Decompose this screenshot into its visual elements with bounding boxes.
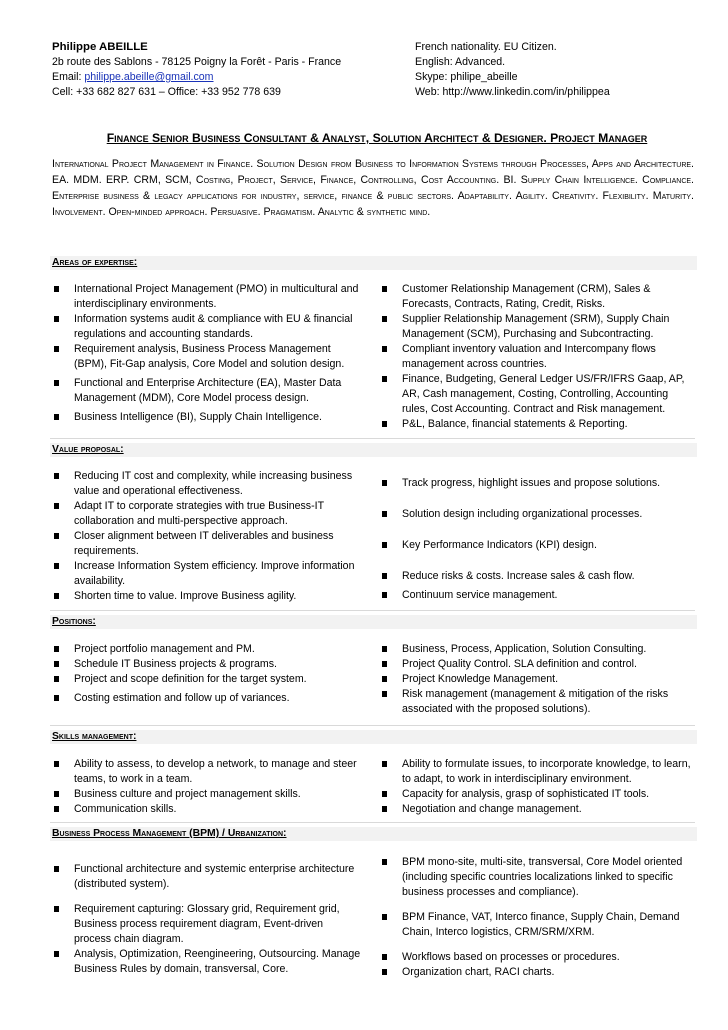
list-item: Solution design including organizational processes. — [380, 507, 695, 522]
bullet-icon — [54, 286, 59, 292]
list-item: Key Performance Indicators (KPI) design. — [380, 538, 695, 553]
contact-right — [415, 40, 705, 100]
email-link[interactable]: philippe.abeille@gmail.com — [84, 71, 214, 83]
contact-left — [52, 40, 397, 100]
expertise-left-list — [52, 282, 362, 425]
skills-left-list — [52, 757, 362, 817]
bullet-icon — [54, 695, 59, 701]
postal-address: 2b route des Sablons - 78125 Poigny la Forêt - Paris - France — [52, 56, 342, 68]
list-item: Project Knowledge Management. — [380, 672, 695, 687]
value-right-list — [380, 476, 695, 603]
list-item: Increase Information System efficiency. Improve information availability. — [52, 559, 362, 589]
section-heading-positions: Positions: — [50, 615, 697, 629]
email-label: Email: — [52, 71, 85, 83]
section-divider — [50, 822, 695, 823]
list-item: Business, Process, Application, Solution Consulting. — [380, 642, 695, 657]
list-item: Business Intelligence (BI), Supply Chain Intelligence. — [52, 410, 362, 425]
bullet-icon — [54, 761, 59, 767]
bullet-icon — [382, 676, 387, 682]
bullet-icon — [382, 376, 387, 382]
list-item: Customer Relationship Management (CRM), Sales & Forecasts, Contracts, Rating, Credit, Risks. — [380, 282, 695, 312]
bullet-icon — [382, 511, 387, 517]
profile-summary: International Project Management in Finance. Solution Design from Business to Information Systems through Processes, Apps and Architecture. EA. MDM. ERP. CRM, SCM, Costing, Project, Service, Finance, Controlling, Cost Accounting. BI. Supply Chain Intelligence. Compliance. Enterprise business & legacy applications for industry, service, finance & public sectors. Adaptability. Agility. Creativity. Flexibility. Maturity. Involvement. Open-minded approach. Persuasive. Pragmatism. Analytic & synthetic mind. — [52, 158, 694, 218]
list-item: Reduce risks & costs. Increase sales & cash flow. — [380, 569, 695, 584]
list-item: Requirement analysis, Business Process Management (BPM), Fit-Gap analysis, Core Model and solution design. — [52, 342, 362, 372]
skills-right-list — [380, 757, 695, 817]
bullet-icon — [382, 661, 387, 667]
contact-header — [52, 40, 702, 102]
section-divider — [50, 610, 695, 611]
bullet-icon — [54, 414, 59, 420]
list-item: Supplier Relationship Management (SRM), Supply Chain Management (SCM), Purchasing and Subcontracting. — [380, 312, 695, 342]
list-item: Business culture and project management skills. — [52, 787, 362, 802]
list-item: P&L, Balance, financial statements & Reporting. — [380, 417, 695, 432]
expertise-right-list — [380, 282, 695, 432]
value-left-list — [52, 469, 362, 604]
list-item: Schedule IT Business projects & programs. — [52, 657, 362, 672]
list-item: Reducing IT cost and complexity, while increasing business value and operational effectiveness. — [52, 469, 362, 499]
list-item: Compliant inventory valuation and Intercompany flows management across countries. — [380, 342, 695, 372]
list-item: Requirement capturing: Glossary grid, Requirement grid, Business process requirement diagram, Event-driven process chain diagram. — [52, 902, 362, 947]
bullet-icon — [54, 676, 59, 682]
bullet-icon — [54, 346, 59, 352]
list-item: International Project Management (PMO) in multicultural and interdisciplinary environments. — [52, 282, 362, 312]
section-heading-value: Value proposal: — [50, 443, 697, 457]
phone-numbers: Cell: +33 682 827 631 – Office: +33 952 778 639 — [52, 86, 281, 98]
list-item: Workflows based on processes or procedures. — [380, 950, 695, 965]
bullet-icon — [54, 646, 59, 652]
section-heading-bpm: Business Process Management (BPM) / Urbanization: — [50, 827, 697, 841]
web-profile: Web: http://www.linkedin.com/in/philippea — [415, 86, 610, 98]
list-item: Continuum service management. — [380, 588, 695, 603]
list-item: Capacity for analysis, grasp of sophisticated IT tools. — [380, 787, 695, 802]
bpm-right-list — [380, 855, 695, 980]
list-item: BPM mono-site, multi-site, transversal, Core Model oriented (including specific countries localizations linked to specific business processes and compliance). — [380, 855, 695, 900]
section-heading-skills: Skills management: — [50, 730, 697, 744]
list-item: Closer alignment between IT deliverables and business requirements. — [52, 529, 362, 559]
nationality: French nationality. EU Citizen. — [415, 41, 557, 53]
section-divider — [50, 725, 695, 726]
bullet-icon — [382, 791, 387, 797]
bullet-icon — [382, 286, 387, 292]
list-item: Ability to assess, to develop a network, to manage and steer teams, to work in a team. — [52, 757, 362, 787]
list-item: Information systems audit & compliance with EU & financial regulations and accounting standards. — [52, 312, 362, 342]
list-item: Negotiation and change management. — [380, 802, 695, 817]
list-item: Project and scope definition for the target system. — [52, 672, 362, 687]
positions-left-list — [52, 642, 362, 706]
list-item: Functional and Enterprise Architecture (EA), Master Data Management (MDM), Core Model process design. — [52, 376, 362, 406]
page-title: Finance Senior Business Consultant & Analyst, Solution Architect & Designer. Project Manager — [106, 131, 648, 145]
bullet-icon — [382, 914, 387, 920]
list-item: BPM Finance, VAT, Interco finance, Supply Chain, Demand Chain, Interco logistics, CRM/SRM/XRM. — [380, 910, 695, 940]
list-item: Risk management (management & mitigation of the risks associated with the proposed solutions). — [380, 687, 695, 717]
bullet-icon — [382, 542, 387, 548]
email-line — [52, 70, 397, 85]
bullet-icon — [382, 761, 387, 767]
bullet-icon — [54, 791, 59, 797]
list-item: Costing estimation and follow up of variances. — [52, 691, 362, 706]
section-divider — [50, 438, 695, 439]
bullet-icon — [54, 866, 59, 872]
bullet-icon — [54, 316, 59, 322]
person-name: Philippe ABEILLE — [52, 41, 148, 53]
bullet-icon — [382, 954, 387, 960]
list-item: Adapt IT to corporate strategies with true Business-IT collaboration and multi-perspective approach. — [52, 499, 362, 529]
bullet-icon — [382, 592, 387, 598]
bullet-icon — [54, 503, 59, 509]
bullet-icon — [54, 533, 59, 539]
list-item: Project portfolio management and PM. — [52, 642, 362, 657]
bullet-icon — [54, 563, 59, 569]
bullet-icon — [382, 806, 387, 812]
bullet-icon — [54, 593, 59, 599]
bullet-icon — [382, 346, 387, 352]
bullet-icon — [382, 859, 387, 865]
section-heading-expertise: Areas of expertise: — [50, 256, 697, 270]
bullet-icon — [54, 661, 59, 667]
english-level: English: Advanced. — [415, 56, 506, 68]
list-item: Finance, Budgeting, General Ledger US/FR/IFRS Gaap, AP, AR, Cash management, Costing, Controlling, Accounting rules, Cost Accounting. Contract and Risk management. — [380, 372, 695, 417]
bullet-icon — [382, 969, 387, 975]
bpm-left-list — [52, 862, 362, 977]
bullet-icon — [382, 646, 387, 652]
list-item: Analysis, Optimization, Reengineering, Outsourcing. Manage Business Rules by domain, transversal, Core. — [52, 947, 362, 977]
list-item: Track progress, highlight issues and propose solutions. — [380, 476, 695, 491]
bullet-icon — [54, 806, 59, 812]
bullet-icon — [54, 473, 59, 479]
bullet-icon — [382, 316, 387, 322]
skype-id: Skype: philipe_abeille — [415, 71, 518, 83]
list-item: Functional architecture and systemic enterprise architecture (distributed system). — [52, 862, 362, 892]
bullet-icon — [54, 380, 59, 386]
bullet-icon — [382, 573, 387, 579]
list-item: Ability to formulate issues, to incorporate knowledge, to learn, to adapt, to work in interdisciplinary environment. — [380, 757, 695, 787]
list-item: Project Quality Control. SLA definition and control. — [380, 657, 695, 672]
bullet-icon — [382, 691, 387, 697]
bullet-icon — [54, 906, 59, 912]
bullet-icon — [382, 480, 387, 486]
list-item: Organization chart, RACI charts. — [380, 965, 695, 980]
positions-right-list — [380, 642, 695, 717]
bullet-icon — [382, 421, 387, 427]
bullet-icon — [54, 951, 59, 957]
list-item: Shorten time to value. Improve Business agility. — [52, 589, 362, 604]
list-item: Communication skills. — [52, 802, 362, 817]
